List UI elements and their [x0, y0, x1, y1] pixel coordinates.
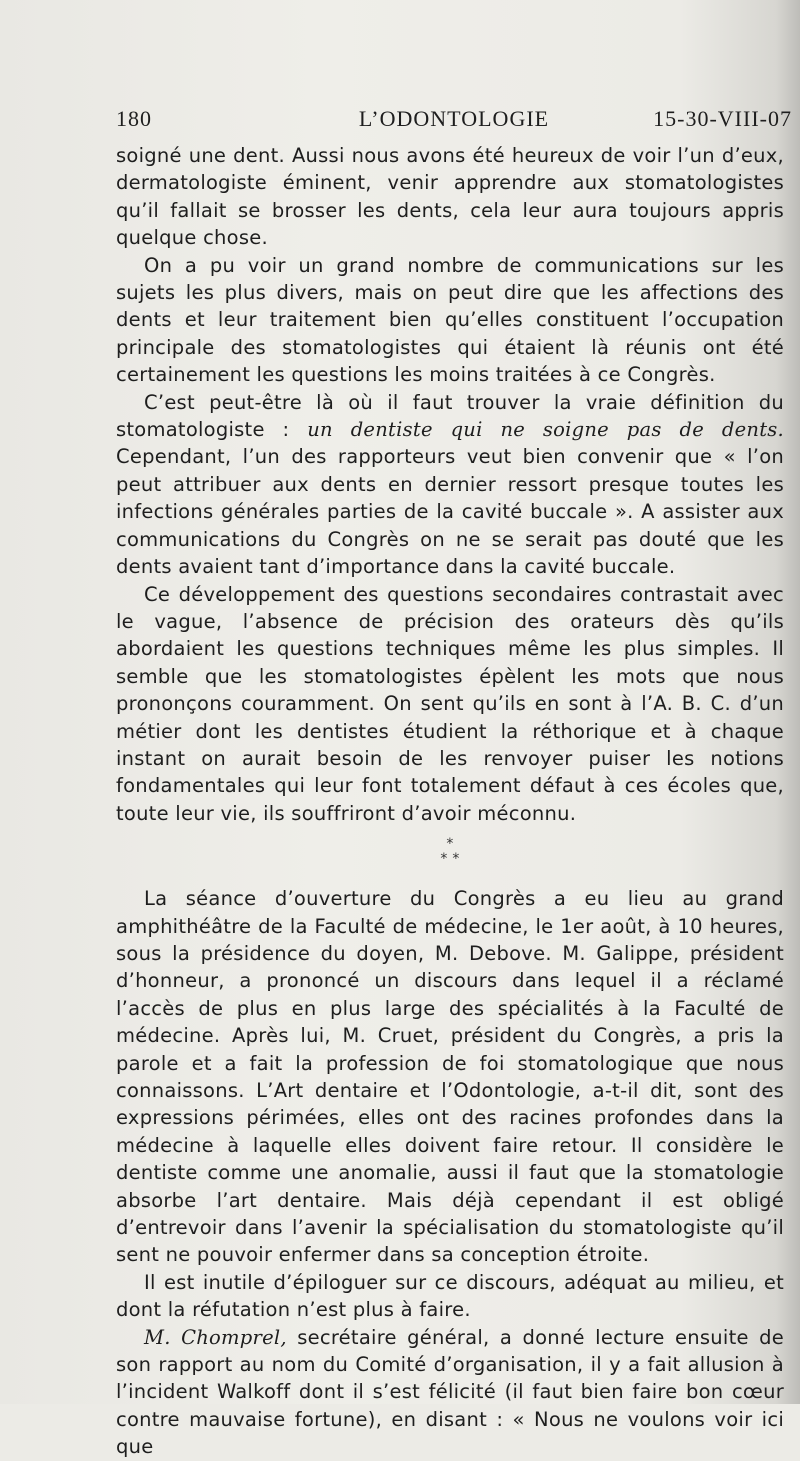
paragraph-3-text-start: C’est peut-être là où il faut trouver la vraie définition du stomatologiste :: [116, 390, 784, 442]
section-separator: [116, 837, 784, 867]
page-number: 180: [116, 106, 152, 131]
running-header: [116, 106, 792, 136]
paragraph-3: [116, 389, 784, 581]
journal-title: L’ODONTOLOGIE: [358, 106, 550, 131]
issue-date: 15-30-VIII-07: [653, 106, 792, 131]
paragraph-1: soigné une dent. Aussi nous avons été heureux de voir l’un d’eux, dermatologiste éminent, venir apprendre aux stomatologistes qu’il fallait se brosser les dents, cela leur aura toujours appris quelque chose.: [116, 144, 784, 250]
paragraph-3-text-end: Cependant, l’un des rapporteurs veut bien convenir que « l’on peut attribuer aux dents en dernier ressort presque toutes les infections générales parties de la cavité buccale ». A assister aux communications du Congrès on ne se serait pas douté que les dents avaient tant d’importance dans la cavité buccale.: [116, 445, 784, 579]
paragraph-7: [116, 1324, 784, 1461]
paragraph-6: Il est inutile d’épiloguer sur ce discours, adéquat au milieu, et dont la réfutation n’est plus à faire.: [116, 1270, 784, 1322]
paragraph-7-text: secrétaire général, a donné lecture ensuite de son rapport au nom du Comité d’organisation, il y a fait allusion à l’incident Walkoff dont il s’est félicité (il faut bien faire bon cœur contre mauvaise fortune), en disant : « Nous ne voulons voir ici que: [116, 1325, 785, 1459]
paragraph-7-italic-name: M. Chomprel,: [144, 1325, 287, 1349]
body-text: [116, 142, 784, 1461]
paragraph-2: On a pu voir un grand nombre de communications sur les sujets les plus divers, mais on peut dire que les affections des dents et leur traitement bien qu’elles constituent l’occupation principale des stomatologistes qui étaient là réunis ont été certainement les questions les moins traitées à ce Congrès.: [116, 253, 784, 387]
paragraph-3-italic: un dentiste qui ne soigne pas de dents.: [307, 418, 785, 442]
separator-stars-bottom: * *: [440, 851, 460, 868]
separator-star-top: *: [446, 836, 454, 853]
paragraph-4: Ce développement des questions secondaires contrastait avec le vague, l’absence de précision des orateurs dès qu’ils abordaient les questions techniques même les plus simples. Il semble que les stomatologistes épèlent les mots que nous prononçons couramment. On sent qu’ils en sont à l’A. B. C. d’un métier dont les dentistes étudient la réthorique et à chaque instant on aurait besoin de les renvoyer puiser les notions fondamentales qui leur font totalement défaut à ces écoles que, toute leur vie, ils souffriront d’avoir méconnu.: [116, 582, 784, 825]
paragraph-5: La séance d’ouverture du Congrès a eu lieu au grand amphithéâtre de la Faculté de médecine, le 1er août, à 10 heures, sous la présidence du doyen, M. Debove. M. Galippe, président d’honneur, a prononcé un discours dans lequel il a réclamé l’accès de plus en plus large des spécialités à la Faculté de médecine. Après lui, M. Cruet, président du Congrès, a pris la parole et a fait la profession de foi stomatologique que nous connaissons. L’Art dentaire et l’Odontologie, a-t-il dit, sont des expressions périmées, elles ont des racines profondes dans la médecine à laquelle elles doivent faire retour. Il considère le dentiste comme une anomalie, aussi il faut que la stomatologie absorbe l’art dentaire. Mais déjà cependant il est obligé d’entrevoir dans l’avenir la spécialisation du stomatologiste qu’il sent ne pouvoir enfermer dans sa conception étroite.: [116, 887, 784, 1267]
